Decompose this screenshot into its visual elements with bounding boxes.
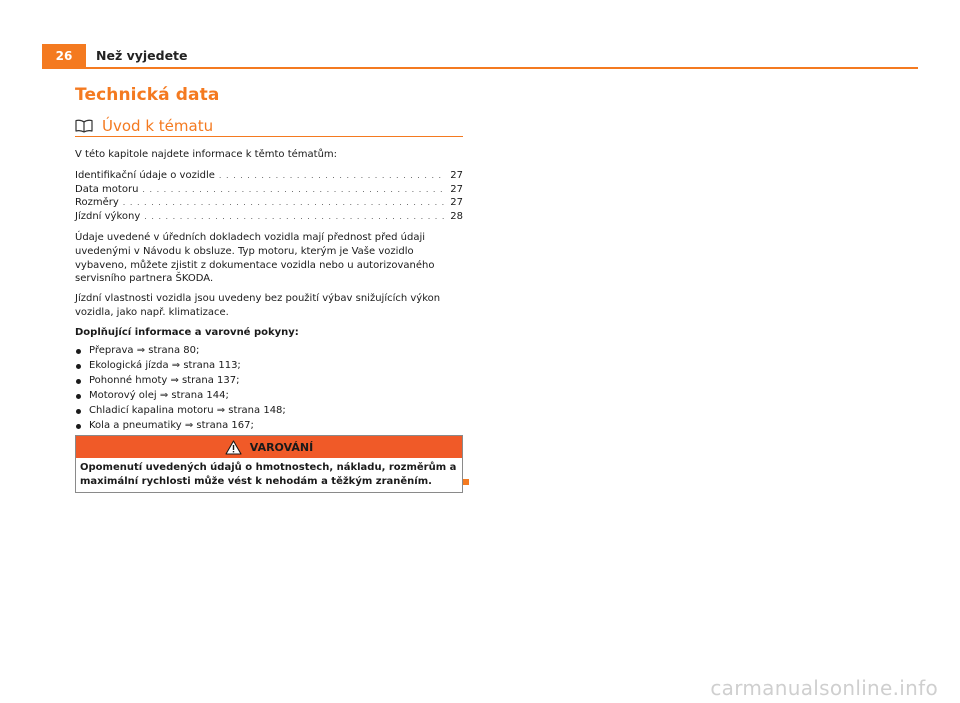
section-title: Úvod k tématu	[102, 117, 214, 135]
section-heading	[75, 117, 463, 135]
toc-page: 27	[450, 183, 463, 195]
toc-page: 27	[450, 169, 463, 181]
content-column	[75, 148, 463, 448]
intro-text: V této kapitole najdete informace k těmto tématům:	[75, 149, 338, 160]
warning-text: Opomenutí uvedených údajů o hmotnostech, nákladu, rozměrům a maximální rychlosti může vést k nehodám a těžkým zraněním.	[80, 462, 457, 487]
section-rule	[75, 136, 463, 137]
toc-leader	[123, 196, 445, 210]
paragraph: Jízdní vlastnosti vozidla jsou uvedeny bez použití výbav snižujících výkon vozidla, jako např. klimatizace.	[75, 293, 441, 318]
list-item[interactable]: Motorový olej ⇒ strana 144;	[75, 388, 463, 403]
paragraph: Údaje uvedené v úředních dokladech vozidla mají přednost před údaji uvedenými v Návodu k obsluze. Typ motoru, kterým je Vaše vozidlo vybaveno, můžete zjistit z dokumentace vozidla nebo u autorizovaného servisního partnera ŠKODA.	[75, 231, 435, 285]
running-head: Než vyjedete	[96, 48, 188, 63]
toc-label: Rozměry	[75, 197, 119, 209]
warning-triangle-icon	[225, 440, 242, 455]
list-item[interactable]: Přeprava ⇒ strana 80;	[75, 343, 463, 358]
warning-header	[76, 436, 462, 458]
list-item[interactable]: Kola a pneumatiky ⇒ strana 167;	[75, 418, 463, 433]
list-item[interactable]: Ekologická jízda ⇒ strana 113;	[75, 358, 463, 373]
topic-list	[75, 169, 463, 224]
toc-label: Jízdní výkony	[75, 211, 141, 223]
toc-row[interactable]	[75, 183, 463, 197]
watermark: carmanualsonline.info	[710, 676, 938, 700]
list-item[interactable]: Chladicí kapalina motoru ⇒ strana 148;	[75, 403, 463, 418]
toc-page: 28	[450, 211, 463, 223]
toc-row[interactable]	[75, 210, 463, 224]
toc-row[interactable]	[75, 169, 463, 183]
toc-leader	[144, 210, 445, 224]
book-icon	[75, 119, 93, 133]
header-rule	[42, 67, 918, 69]
warning-box	[75, 435, 463, 493]
additional-info-heading: Doplňující informace a varovné pokyny:	[75, 326, 299, 338]
toc-page: 27	[450, 197, 463, 209]
section-end-marker	[463, 479, 469, 485]
toc-row[interactable]	[75, 196, 463, 210]
chapter-title: Technická data	[75, 85, 220, 105]
list-item[interactable]: Pohonné hmoty ⇒ strana 137;	[75, 373, 463, 388]
cross-reference-list	[75, 343, 463, 448]
toc-leader	[219, 169, 445, 183]
toc-label: Data motoru	[75, 183, 139, 195]
toc-leader	[142, 183, 445, 197]
page-number: 26	[42, 44, 86, 67]
toc-label: Identifikační údaje o vozidle	[75, 169, 215, 181]
warning-title: VAROVÁNÍ	[249, 440, 314, 454]
